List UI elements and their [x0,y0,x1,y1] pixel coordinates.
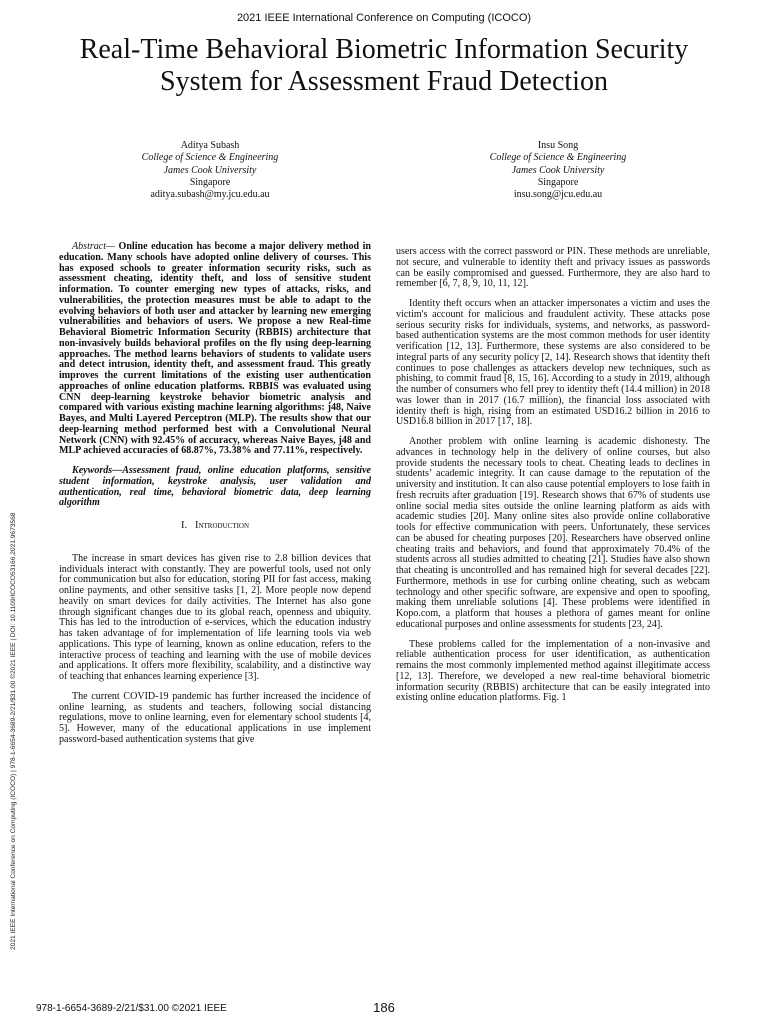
keywords-label: Keywords— [72,465,123,476]
section-title: Introduction [194,520,250,531]
left-column [59,242,371,755]
keywords-text: Assessment fraud, online education platforms, sensitive student information, keystroke analysis, user validation and authentication, real time, behavioral biometric data, deep learning algorithm [59,465,371,509]
body-paragraph: These problems called for the implementation of a non-invasive and reliable authentication process for user identification, as authentication remains the most commonly implemented method against illegitimate access [12, 13]. Therefore, we developed a new real-time behavioral biometric information security (RBBIS) architecture that can be easily integrated into existing online education platforms. Fig. 1 [396,638,710,704]
page-number: 186 [373,1000,395,1015]
body-paragraph: The increase in smart devices has given rise to 2.8 billion devices that individuals interact with constantly. They are powerful tools, used not only for communication but also for education, storing PII for fast access, making online payments, and other sensitive tasks [1, 2]. More people now depend heavily on smart devices for daily activities. The Internet has also gone through significant changes due to its global reach, openness and ubiquity. This has led to the introduction of e-services, which the education industry has taken advantage of for implementation of life learning tools via web applications. This type of learning, known as online education, refers to the interactive process of teaching and learning with the use of mobile devices and applications. It offers more flexibility, scalability, and a distinctive way of teaching that enhances learning experience [3]. [59,552,371,682]
abstract-label: Abstract— [72,241,115,252]
author-block-2 [408,140,708,201]
author-email[interactable]: insu.song@jcu.edu.au [513,189,603,201]
body-paragraph: Identity theft occurs when an attacker impersonates a victim and uses the victim's account for malicious and fraudulent activity. These attacks pose serious security risks for individuals, systems, and networks, as password-based authentication systems are the most common methods for user identity verification [12, 13]. Furthermore, these systems are also considered to be integral parts of any security policy [2, 14]. Research shows that identity theft continues to pose challenges as attackers develop new techniques, such as phishing, to commit fraud [8, 15, 16]. According to a study in 2019, although the number of consumers who fell prey to identity theft (14.4 million) in 2018 was lower than in 2017 (16.7 million), the financial loss associated with identity theft is high, rising from an estimated USD16.2 billion in 2016 to USD16.8 billion in 2017 [17, 18]. [396,298,710,428]
author-dept: College of Science & Engineering [141,152,279,164]
author-name: Aditya Subash [180,140,240,151]
section-number: I. [180,520,188,531]
abstract [59,242,371,457]
keywords [59,466,371,509]
author-university: James Cook University [511,164,605,176]
author-name: Insu Song [537,140,579,151]
paper-title: Real-Time Behavioral Biometric Information Security System for Assessment Fraud Detection [79,34,689,97]
author-country: Singapore [189,176,231,188]
body-paragraph: The current COVID-19 pandemic has further increased the incidence of online learning, as students and teachers, following social distancing regulations, move to online learning, even for elementary school students [4, 5]. However, many of the educational applications in use implement password-based authentication systems that give [59,690,371,745]
right-column [396,247,710,713]
body-paragraph: Another problem with online learning is academic dishonesty. The advances in technology help in the delivery of online courses, but also provide students the necessary tools to cheat. Cheating leads to declines in students’ academic integrity. It can cause damage to the reputation of the university and institution. It can also cause potential employers to lose faith in fresh recruits after graduation [19]. Research shows that 67% of students use online social media sites outside the online learning platform as aids with academic studies [20]. Many online sites also provide online collaborative tools for effective communication with peers. Unfortunately, these services can be abused for cheating purposes [20]. Researchers have observed online cheating traits and behaviors, and found that approximately 70.4% of the students across all studies admitted to cheating [21]. Studies have also shown that cheating is uncontrolled and has remained high for several decades [22]. Furthermore, methods in use for curbing online cheating, such as webcam technology and other specific software, are expensive and open to spoofing, making them unreliable solutions [4]. These problems were identified in Kopo.com, a platform that houses a plethora of games meant for online educational purposes and online assessments for students [23, 24]. [396,436,710,630]
body-paragraph: users access with the correct password or PIN. These methods are unreliable, not secure, and vulnerable to identity theft and privacy issues as passwords can be easily compromised and guessed. Furthermore, they are also hard to remember [6, 7, 8, 9, 10, 11, 12]. [396,246,710,290]
section-heading [59,521,371,532]
author-university: James Cook University [163,164,257,176]
abstract-text: Online education has become a major delivery method in education. Many schools have adopted online delivery of courses. This has exposed schools to greater information security risks, such as assessment cheating, identity theft, and loss of sensitive student information. To counter emerging new types of attacks, risks, and vulnerabilities, the protection measures must be able to adapt to the evolving behaviors of both user and attacker by learning new emerging vulnerabilities and behaviors of users. We propose a new Real-time Behavioral Biometric Information Security (RBBIS) architecture that non-invasively builds behavioral profiles on the fly using deep-learning approaches. The method learns behaviors of students to validate users and detect intrusion, identity theft, and assessment fraud. This greatly improves the current limitations of the existing user authentication approaches of online education platforms. RBBIS was evaluated using CNN deep-learning keystroke behavior biometric analysis and compared with various existing machine learning algorithms: j48, Naive Bayes, and Multi Layered Perceptron (MLP). The results show that our deep-learning method performed best with a Convolutional Neural Network (CNN) with 92.45% of accuracy, whereas Naive Bayes, j48 and MLP achieved accuracies of 68.87%, 73.38% and 77.11%, respectively. [59,241,372,457]
conference-header: 2021 IEEE International Conference on Computing (ICOCO) [236,12,532,24]
author-email[interactable]: aditya.subash@my.jcu.edu.au [150,189,270,201]
author-dept: College of Science & Engineering [489,152,627,164]
copyright-footer: 978-1-6654-3689-2/21/$31.00 ©2021 IEEE [36,1003,227,1014]
author-block-1 [60,140,360,201]
doi-sidebar: 2021 IEEE International Conference on Computing (ICOCO) | 978-1-6654-3689-2/21/$31.00 ©2021 IEEE | DOI: 10.1109/ICOCO53166.2021.9673568 [10,512,17,950]
author-country: Singapore [537,176,579,188]
